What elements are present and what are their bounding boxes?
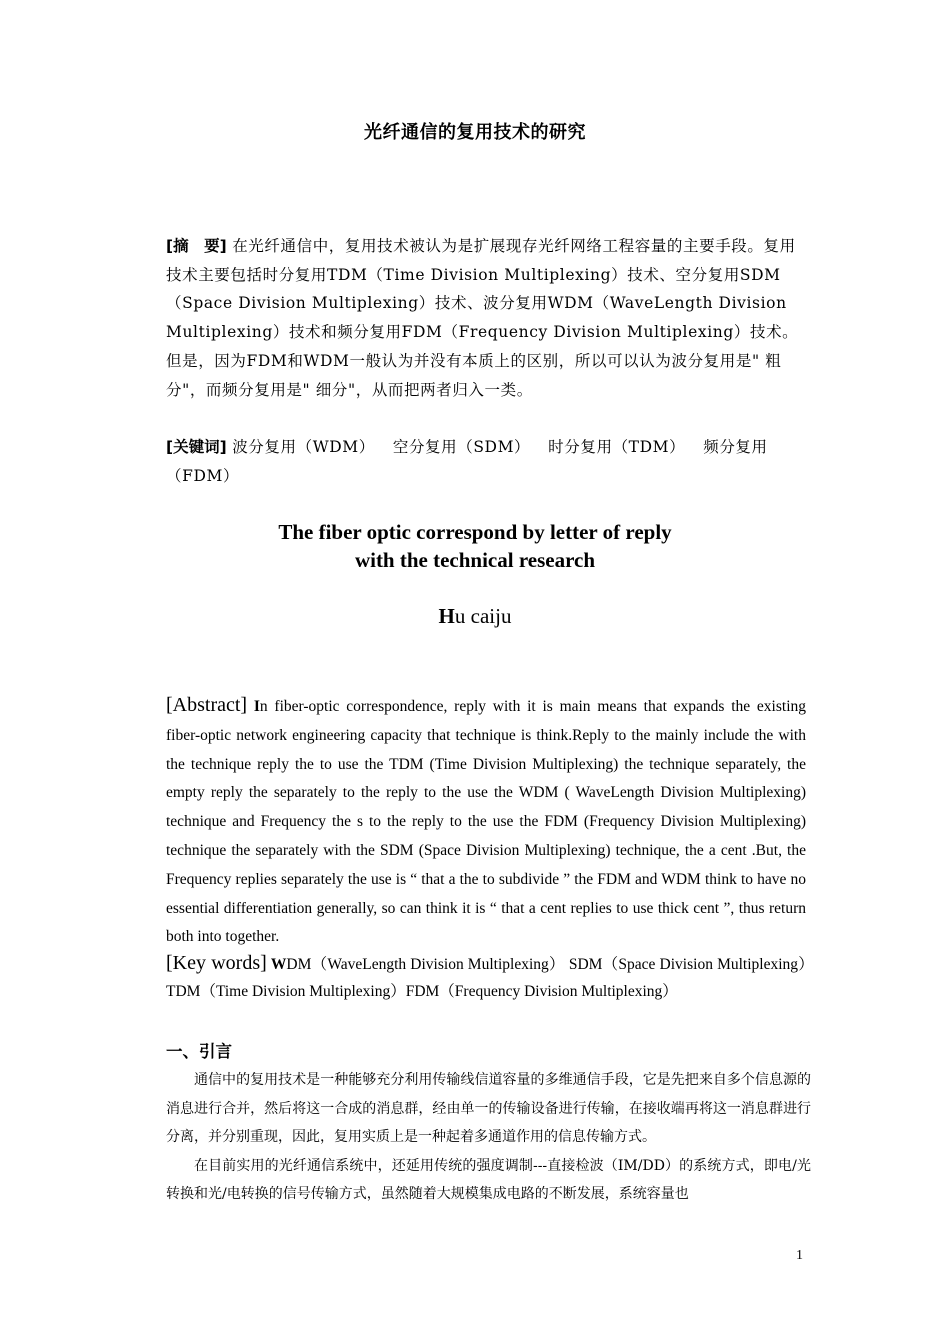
paragraph: 在目前实用的光纤通信系统中，还延用传统的强度调制---直接检波（IM/DD）的系统方式，即电/光转换和光/电转换的信号传输方式，虽然随着大规模集成电路的不断发展，系统容量也 (166, 1157, 811, 1202)
label-initial: K (172, 952, 188, 974)
author-rest: u caiju (454, 604, 512, 628)
chinese-keywords (166, 433, 806, 491)
paragraph: 通信中的复用技术是一种能够充分利用传输线信道容量的多维通信手段，它是先把来自多个信息源的消息进行合并，然后将这一合成的消息群，经由单一的传输设备进行传输，在接收端再将这一消息群进行分离，并分别重现，因此，复用实质上是一种起着多通道作用的信息传输方式。 (166, 1072, 811, 1145)
english-keywords-drop-letter: W (270, 956, 287, 973)
author-initial: H (438, 604, 455, 628)
english-title-line-2: with the technical research (354, 548, 596, 572)
english-keywords-text: DM（WaveLength Division Multiplexing） SDM（Space Division Multiplexing）TDM（Time Division Multiplexing）FDM（Frequency Division Multiplexing） (166, 956, 806, 1000)
english-abstract-label (166, 694, 247, 716)
author-name (0, 604, 950, 629)
chinese-abstract-text: 在光纤通信中，复用技术被认为是扩展现存光纤网络工程容量的主要手段。复用技术主要包括时分复用TDM（Time Division Multiplexing）技术、空分复用SDM（Space Division Multiplexing）技术、波分复用WDM（WaveLength Division Multiplexing）技术和频分复用FDM（Frequency Division Multiplexing）技术。但是，因为FDM和WDM一般认为并没有本质上的区别，所以可以认为波分复用是" 粗分"，而频分复用是" 细分"，从而把两者归入一类。 (166, 237, 799, 399)
label-bracket: [ (166, 694, 173, 716)
keyword-item: 频分复用（FDM） (166, 438, 768, 485)
english-abstract-drop-letter: I (253, 698, 260, 715)
chinese-keywords-label: [关键词] (166, 438, 227, 456)
chinese-abstract (166, 232, 806, 404)
label-rest: bstract] (187, 694, 248, 716)
chinese-abstract-label: [摘 要] (166, 237, 227, 255)
keyword-item: 波分复用（WDM） (232, 438, 375, 456)
english-keywords-label (166, 952, 267, 974)
chinese-title: 光纤通信的复用技术的研究 (364, 122, 586, 143)
keyword-item: 空分复用（SDM） (392, 438, 531, 456)
keyword-item: 时分复用（TDM） (548, 438, 686, 456)
label-initial: A (172, 694, 188, 716)
english-title (0, 518, 950, 574)
english-abstract-text: n fiber-optic correspondence, reply with it is main means that expands the existing fiber-optic network engineering capacity that technique is think.Reply to the mainly include the with the technique reply the to use the TDM (Time Division Multiplexing) the technique separately, the empty reply the separately to the reply to the use the WDM ( WaveLength Division Multiplexing) technique and Frequency the s to the reply to the use the FDM (Frequency Division Multiplexing) technique the separately with the SDM (Space Division Multiplexing) technique, the a cent .But, the Frequency replies separately the use is “ that a the to subdivide ” the FDM and WDM think to have no essential differentiation generally, so can think it is “ that a cent replies to use thick cent ”, thus return both into together. (166, 698, 807, 946)
english-title-line-1: The fiber optic correspond by letter of reply (278, 520, 672, 544)
section-heading-introduction: 一、引言 (166, 1042, 232, 1061)
english-keywords (166, 950, 806, 1005)
label-rest: ey words] (187, 952, 267, 974)
label-bracket: [ (166, 952, 173, 974)
page-number: 1 (796, 1248, 803, 1263)
english-abstract (166, 691, 806, 952)
introduction-body (166, 1066, 811, 1209)
